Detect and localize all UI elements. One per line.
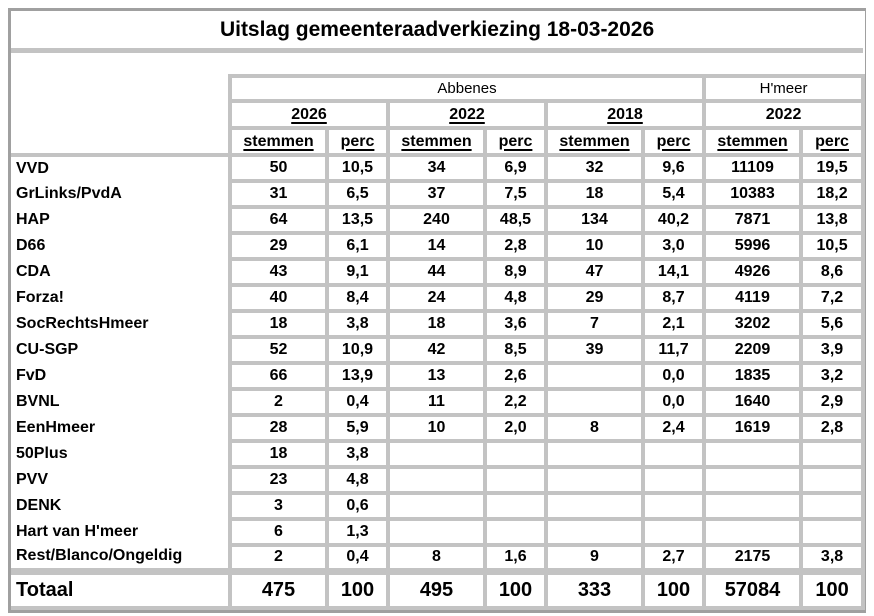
value-cell: 0,4 bbox=[327, 389, 388, 415]
value-cell: 2175 bbox=[704, 545, 801, 571]
value-cell bbox=[643, 519, 704, 545]
col-header-perc: perc bbox=[643, 128, 704, 155]
total-section bbox=[11, 571, 863, 608]
party-name-cell: CU-SGP bbox=[11, 337, 230, 363]
total-value-cell: 475 bbox=[230, 571, 327, 608]
value-cell: 44 bbox=[388, 259, 485, 285]
value-cell bbox=[801, 519, 863, 545]
value-cell: 1,3 bbox=[327, 519, 388, 545]
party-name-cell: PVV bbox=[11, 467, 230, 493]
total-value-cell: 495 bbox=[388, 571, 485, 608]
value-cell: 6,1 bbox=[327, 233, 388, 259]
value-cell bbox=[643, 467, 704, 493]
value-cell bbox=[485, 493, 546, 519]
value-cell: 66 bbox=[230, 363, 327, 389]
value-cell: 2,9 bbox=[801, 389, 863, 415]
party-name-cell: D66 bbox=[11, 233, 230, 259]
value-cell bbox=[546, 467, 643, 493]
total-value-cell: 333 bbox=[546, 571, 643, 608]
column-header-row bbox=[11, 128, 863, 155]
value-cell: 40,2 bbox=[643, 207, 704, 233]
value-cell: 2,2 bbox=[485, 389, 546, 415]
value-cell: 31 bbox=[230, 181, 327, 207]
total-value-cell: 57084 bbox=[704, 571, 801, 608]
title-row bbox=[11, 11, 863, 51]
value-cell: 7,5 bbox=[485, 181, 546, 207]
total-value-cell: 100 bbox=[327, 571, 388, 608]
value-cell bbox=[388, 441, 485, 467]
year-header-2022: 2022 bbox=[388, 101, 546, 128]
table-row bbox=[11, 389, 863, 415]
party-name-cell: DENK bbox=[11, 493, 230, 519]
table-row bbox=[11, 181, 863, 207]
group-header-abbenes: Abbenes bbox=[230, 76, 704, 101]
value-cell: 9,1 bbox=[327, 259, 388, 285]
corner-blank bbox=[11, 76, 230, 101]
value-cell bbox=[704, 493, 801, 519]
value-cell: 2,4 bbox=[643, 415, 704, 441]
party-name-cell: FvD bbox=[11, 363, 230, 389]
value-cell bbox=[388, 467, 485, 493]
value-cell: 23 bbox=[230, 467, 327, 493]
value-cell: 2,8 bbox=[801, 415, 863, 441]
value-cell bbox=[704, 519, 801, 545]
value-cell: 7871 bbox=[704, 207, 801, 233]
table-row bbox=[11, 493, 863, 519]
value-cell: 8,9 bbox=[485, 259, 546, 285]
value-cell: 3,8 bbox=[801, 545, 863, 571]
value-cell: 3,8 bbox=[327, 311, 388, 337]
value-cell: 19,5 bbox=[801, 155, 863, 181]
table-row bbox=[11, 363, 863, 389]
party-name-cell: VVD bbox=[11, 155, 230, 181]
col-header-stemmen: stemmen bbox=[704, 128, 801, 155]
spreadsheet-frame bbox=[8, 8, 866, 613]
value-cell: 34 bbox=[388, 155, 485, 181]
value-cell: 5,9 bbox=[327, 415, 388, 441]
value-cell: 7,2 bbox=[801, 285, 863, 311]
value-cell: 13,5 bbox=[327, 207, 388, 233]
party-name-cell: HAP bbox=[11, 207, 230, 233]
value-cell: 8,5 bbox=[485, 337, 546, 363]
value-cell: 3 bbox=[230, 493, 327, 519]
region-group-row bbox=[11, 76, 863, 101]
table-row bbox=[11, 415, 863, 441]
value-cell: 2 bbox=[230, 545, 327, 571]
party-name-cell: BVNL bbox=[11, 389, 230, 415]
value-cell: 134 bbox=[546, 207, 643, 233]
party-name-cell: SocRechtsHmeer bbox=[11, 311, 230, 337]
value-cell: 18 bbox=[230, 441, 327, 467]
value-cell: 11109 bbox=[704, 155, 801, 181]
group-header-hmeer: H'meer bbox=[704, 76, 863, 101]
value-cell: 3,9 bbox=[801, 337, 863, 363]
value-cell: 10,9 bbox=[327, 337, 388, 363]
value-cell: 2,7 bbox=[643, 545, 704, 571]
spacer bbox=[11, 51, 863, 77]
value-cell: 11 bbox=[388, 389, 485, 415]
value-cell: 3,0 bbox=[643, 233, 704, 259]
value-cell bbox=[388, 493, 485, 519]
party-name-cell: GrLinks/PvdA bbox=[11, 181, 230, 207]
value-cell: 5996 bbox=[704, 233, 801, 259]
value-cell: 6,9 bbox=[485, 155, 546, 181]
value-cell: 24 bbox=[388, 285, 485, 311]
value-cell: 11,7 bbox=[643, 337, 704, 363]
table-row bbox=[11, 545, 863, 571]
value-cell: 37 bbox=[388, 181, 485, 207]
value-cell: 1640 bbox=[704, 389, 801, 415]
value-cell: 28 bbox=[230, 415, 327, 441]
value-cell: 13 bbox=[388, 363, 485, 389]
value-cell: 9,6 bbox=[643, 155, 704, 181]
value-cell: 13,9 bbox=[327, 363, 388, 389]
value-cell: 8 bbox=[388, 545, 485, 571]
value-cell: 29 bbox=[230, 233, 327, 259]
value-cell: 2209 bbox=[704, 337, 801, 363]
value-cell: 2,0 bbox=[485, 415, 546, 441]
party-name-cell: Forza! bbox=[11, 285, 230, 311]
value-cell: 4,8 bbox=[485, 285, 546, 311]
value-cell bbox=[801, 493, 863, 519]
value-cell: 1619 bbox=[704, 415, 801, 441]
value-cell: 8,6 bbox=[801, 259, 863, 285]
value-cell: 6 bbox=[230, 519, 327, 545]
total-row bbox=[11, 571, 863, 608]
value-cell bbox=[801, 441, 863, 467]
table-row bbox=[11, 207, 863, 233]
table-row bbox=[11, 285, 863, 311]
table-row bbox=[11, 337, 863, 363]
value-cell: 14,1 bbox=[643, 259, 704, 285]
value-cell: 18 bbox=[546, 181, 643, 207]
value-cell: 1835 bbox=[704, 363, 801, 389]
total-label-cell: Totaal bbox=[11, 571, 230, 608]
value-cell: 3202 bbox=[704, 311, 801, 337]
value-cell bbox=[643, 441, 704, 467]
table-row bbox=[11, 259, 863, 285]
value-cell: 43 bbox=[230, 259, 327, 285]
corner-blank bbox=[11, 101, 230, 128]
value-cell: 3,8 bbox=[327, 441, 388, 467]
value-cell: 5,4 bbox=[643, 181, 704, 207]
table-row bbox=[11, 519, 863, 545]
value-cell: 2,1 bbox=[643, 311, 704, 337]
value-cell: 10,5 bbox=[327, 155, 388, 181]
value-cell: 0,4 bbox=[327, 545, 388, 571]
value-cell bbox=[485, 467, 546, 493]
party-name-cell: EenHmeer bbox=[11, 415, 230, 441]
value-cell: 10 bbox=[388, 415, 485, 441]
table-row bbox=[11, 467, 863, 493]
value-cell: 3,2 bbox=[801, 363, 863, 389]
col-header-perc: perc bbox=[327, 128, 388, 155]
value-cell: 52 bbox=[230, 337, 327, 363]
value-cell: 42 bbox=[388, 337, 485, 363]
value-cell: 240 bbox=[388, 207, 485, 233]
value-cell bbox=[704, 467, 801, 493]
table-row bbox=[11, 441, 863, 467]
value-cell: 39 bbox=[546, 337, 643, 363]
party-name-cell: Hart van H'meer bbox=[11, 519, 230, 545]
value-cell bbox=[546, 363, 643, 389]
value-cell: 9 bbox=[546, 545, 643, 571]
value-cell: 6,5 bbox=[327, 181, 388, 207]
value-cell: 0,0 bbox=[643, 389, 704, 415]
year-header-2018: 2018 bbox=[546, 101, 704, 128]
col-header-stemmen: stemmen bbox=[546, 128, 643, 155]
value-cell bbox=[388, 519, 485, 545]
value-cell: 2,6 bbox=[485, 363, 546, 389]
value-cell: 8 bbox=[546, 415, 643, 441]
value-cell: 4119 bbox=[704, 285, 801, 311]
value-cell bbox=[801, 467, 863, 493]
value-cell: 0,6 bbox=[327, 493, 388, 519]
value-cell: 7 bbox=[546, 311, 643, 337]
value-cell: 48,5 bbox=[485, 207, 546, 233]
value-cell: 4926 bbox=[704, 259, 801, 285]
table-row bbox=[11, 233, 863, 259]
year-header-row bbox=[11, 101, 863, 128]
corner-blank bbox=[11, 128, 230, 155]
value-cell: 2,8 bbox=[485, 233, 546, 259]
value-cell: 14 bbox=[388, 233, 485, 259]
value-cell: 50 bbox=[230, 155, 327, 181]
party-name-cell: 50Plus bbox=[11, 441, 230, 467]
value-cell: 32 bbox=[546, 155, 643, 181]
col-header-stemmen: stemmen bbox=[230, 128, 327, 155]
value-cell: 13,8 bbox=[801, 207, 863, 233]
value-cell: 40 bbox=[230, 285, 327, 311]
party-name-cell: CDA bbox=[11, 259, 230, 285]
year-header-2026: 2026 bbox=[230, 101, 388, 128]
total-value-cell: 100 bbox=[485, 571, 546, 608]
value-cell: 10383 bbox=[704, 181, 801, 207]
value-cell: 18 bbox=[388, 311, 485, 337]
data-rows-section bbox=[11, 155, 863, 571]
value-cell bbox=[546, 519, 643, 545]
value-cell: 8,4 bbox=[327, 285, 388, 311]
value-cell bbox=[643, 493, 704, 519]
value-cell: 1,6 bbox=[485, 545, 546, 571]
total-value-cell: 100 bbox=[801, 571, 863, 608]
value-cell: 0,0 bbox=[643, 363, 704, 389]
value-cell: 29 bbox=[546, 285, 643, 311]
total-value-cell: 100 bbox=[643, 571, 704, 608]
col-header-stemmen: stemmen bbox=[388, 128, 485, 155]
value-cell bbox=[546, 389, 643, 415]
value-cell bbox=[485, 441, 546, 467]
col-header-perc: perc bbox=[801, 128, 863, 155]
spacer-row bbox=[11, 51, 863, 77]
value-cell: 18 bbox=[230, 311, 327, 337]
value-cell: 5,6 bbox=[801, 311, 863, 337]
value-cell: 10,5 bbox=[801, 233, 863, 259]
value-cell: 3,6 bbox=[485, 311, 546, 337]
value-cell bbox=[485, 519, 546, 545]
value-cell: 10 bbox=[546, 233, 643, 259]
value-cell bbox=[704, 441, 801, 467]
value-cell: 8,7 bbox=[643, 285, 704, 311]
value-cell: 64 bbox=[230, 207, 327, 233]
value-cell bbox=[546, 441, 643, 467]
value-cell: 47 bbox=[546, 259, 643, 285]
election-results-table bbox=[11, 11, 865, 610]
party-name-cell: Rest/Blanco/Ongeldig bbox=[11, 545, 230, 571]
value-cell: 4,8 bbox=[327, 467, 388, 493]
table-row bbox=[11, 155, 863, 181]
table-row bbox=[11, 311, 863, 337]
header-section bbox=[11, 11, 863, 155]
page-title: Uitslag gemeenteraadverkiezing 18-03-2026 bbox=[11, 11, 863, 51]
value-cell: 18,2 bbox=[801, 181, 863, 207]
year-header-hmeer-2022: 2022 bbox=[704, 101, 863, 128]
value-cell bbox=[546, 493, 643, 519]
value-cell: 2 bbox=[230, 389, 327, 415]
col-header-perc: perc bbox=[485, 128, 546, 155]
